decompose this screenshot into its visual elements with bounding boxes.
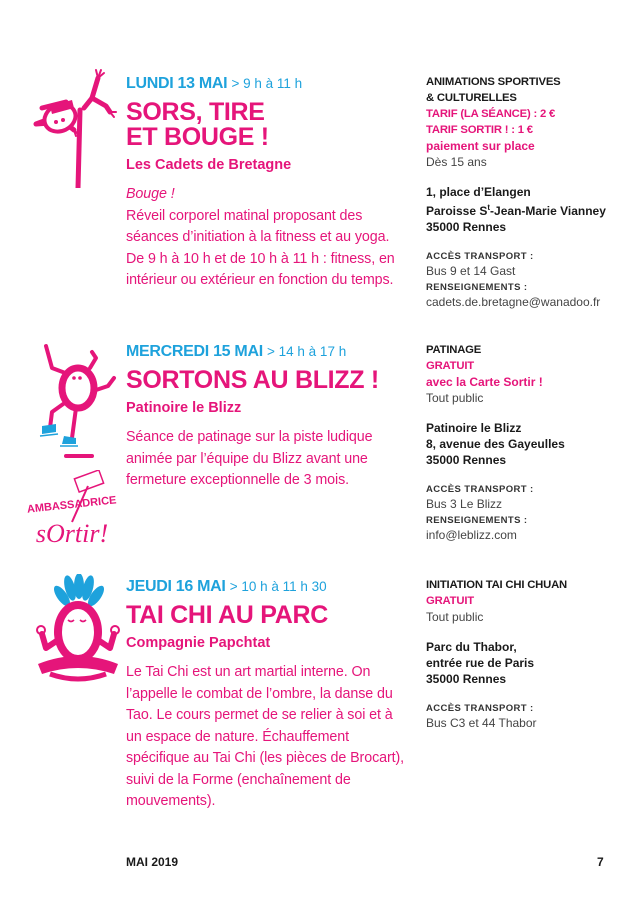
event-organizer: Les Cadets de Bretagne [126, 157, 292, 173]
info-email-link[interactable]: cadets.de.bretagne@wanadoo.fr [426, 295, 601, 309]
info-email-link[interactable]: info@leblizz.com [426, 528, 517, 542]
event-category: ANIMATIONS SPORTIVES & CULTURELLES [426, 76, 561, 104]
event-description: Bouge ! Réveil corporel matinal proposant des séances d’initiation à la fitness et au yoga. De 9 h à 10 h et de 10 h à 11 h : fitness, en intérieur ou extérieur en fonction du temps. [126, 186, 395, 288]
event-description: Séance de patinage sur la piste ludique animée par l’équipe du Blizz avant une fermeture exceptionnelle de 3 mois. [126, 429, 373, 488]
event-time: > 9 h à 11 h [231, 76, 303, 91]
event-title: TAI CHI AU PARC [126, 601, 328, 629]
event-time: > 10 h à 11 h 30 [229, 579, 327, 594]
event-category: INITIATION TAI CHI CHUAN [426, 579, 568, 591]
event-address: 1, place d’Elangen Paroisse $S^t-Jean$-Marie Vianney 35000 Rennes [426, 185, 606, 234]
footer-issue: MAI 2019 [126, 855, 179, 869]
price-note: paiement sur place [426, 139, 535, 153]
ice-skater-character-icon [30, 338, 120, 458]
handstand-character-icon [30, 68, 122, 188]
info-label: RENSEIGNEMENTS : [426, 515, 528, 526]
transport-value: Bus C3 et 44 Thabor [426, 716, 537, 730]
event-date: LUNDI 13 MAI > 9 h à 11 h [126, 75, 303, 92]
audience: Tout public [426, 610, 484, 624]
transport-label: ACCÈS TRANSPORT : [426, 484, 534, 495]
event-price: GRATUIT [426, 595, 474, 607]
price-note: avec la Carte Sortir ! [426, 375, 543, 389]
audience: Dès 15 ans [426, 155, 487, 169]
info-label: RENSEIGNEMENTS : [426, 282, 528, 293]
meditating-character-icon [30, 574, 124, 684]
event-title: SORS, TIRE ET BOUGE ! [126, 98, 269, 151]
badge-top-text: AMBASSADRICE [26, 494, 117, 516]
page-number: 7 [597, 855, 604, 869]
event-price: GRATUIT [426, 360, 474, 372]
event-address: Patinoire le Blizz 8, avenue des Gayeulles 35000 Rennes [426, 421, 565, 467]
event-date: MERCREDI 15 MAI > 14 h à 17 h [126, 343, 347, 360]
badge-bottom-text: sOrtir! [35, 519, 109, 548]
event-address: Parc du Thabor, entrée rue de Paris 35000 Rennes [426, 640, 535, 686]
transport-label: ACCÈS TRANSPORT : [426, 703, 534, 714]
audience: Tout public [426, 391, 484, 405]
event-category: PATINAGE [426, 344, 482, 356]
transport-value: Bus 9 et 14 Gast [426, 264, 516, 278]
event-description: Le Tai Chi est un art martial interne. On l’appelle le combat de l’ombre, la danse du Tao. Le cours permet de se relier à soi et à un espace de nature. Échauffement spécifique au Tai Chi (les pièces de Brocart), suivi de la Forme (enchaînement de mouvements). [126, 664, 405, 809]
event-info-panel [426, 74, 616, 310]
event-price: TARIF (LA SÉANCE) : 2 € TARIF SORTIR ! : 1 € [426, 108, 556, 136]
event-organizer: Patinoire le Blizz [126, 400, 242, 416]
event-info-panel [426, 577, 616, 731]
event-title: SORTONS AU BLIZZ ! [126, 366, 379, 394]
event-date: JEUDI 16 MAI > 10 h à 11 h 30 [126, 578, 327, 595]
transport-label: ACCÈS TRANSPORT : [426, 251, 534, 262]
event-info-panel [426, 342, 616, 543]
ambassadrice-sortir-badge [24, 470, 120, 550]
event-organizer: Compagnie Papchtat [126, 635, 271, 651]
transport-value: Bus 3 Le Blizz [426, 497, 503, 511]
event-time: > 14 h à 17 h [267, 344, 347, 359]
